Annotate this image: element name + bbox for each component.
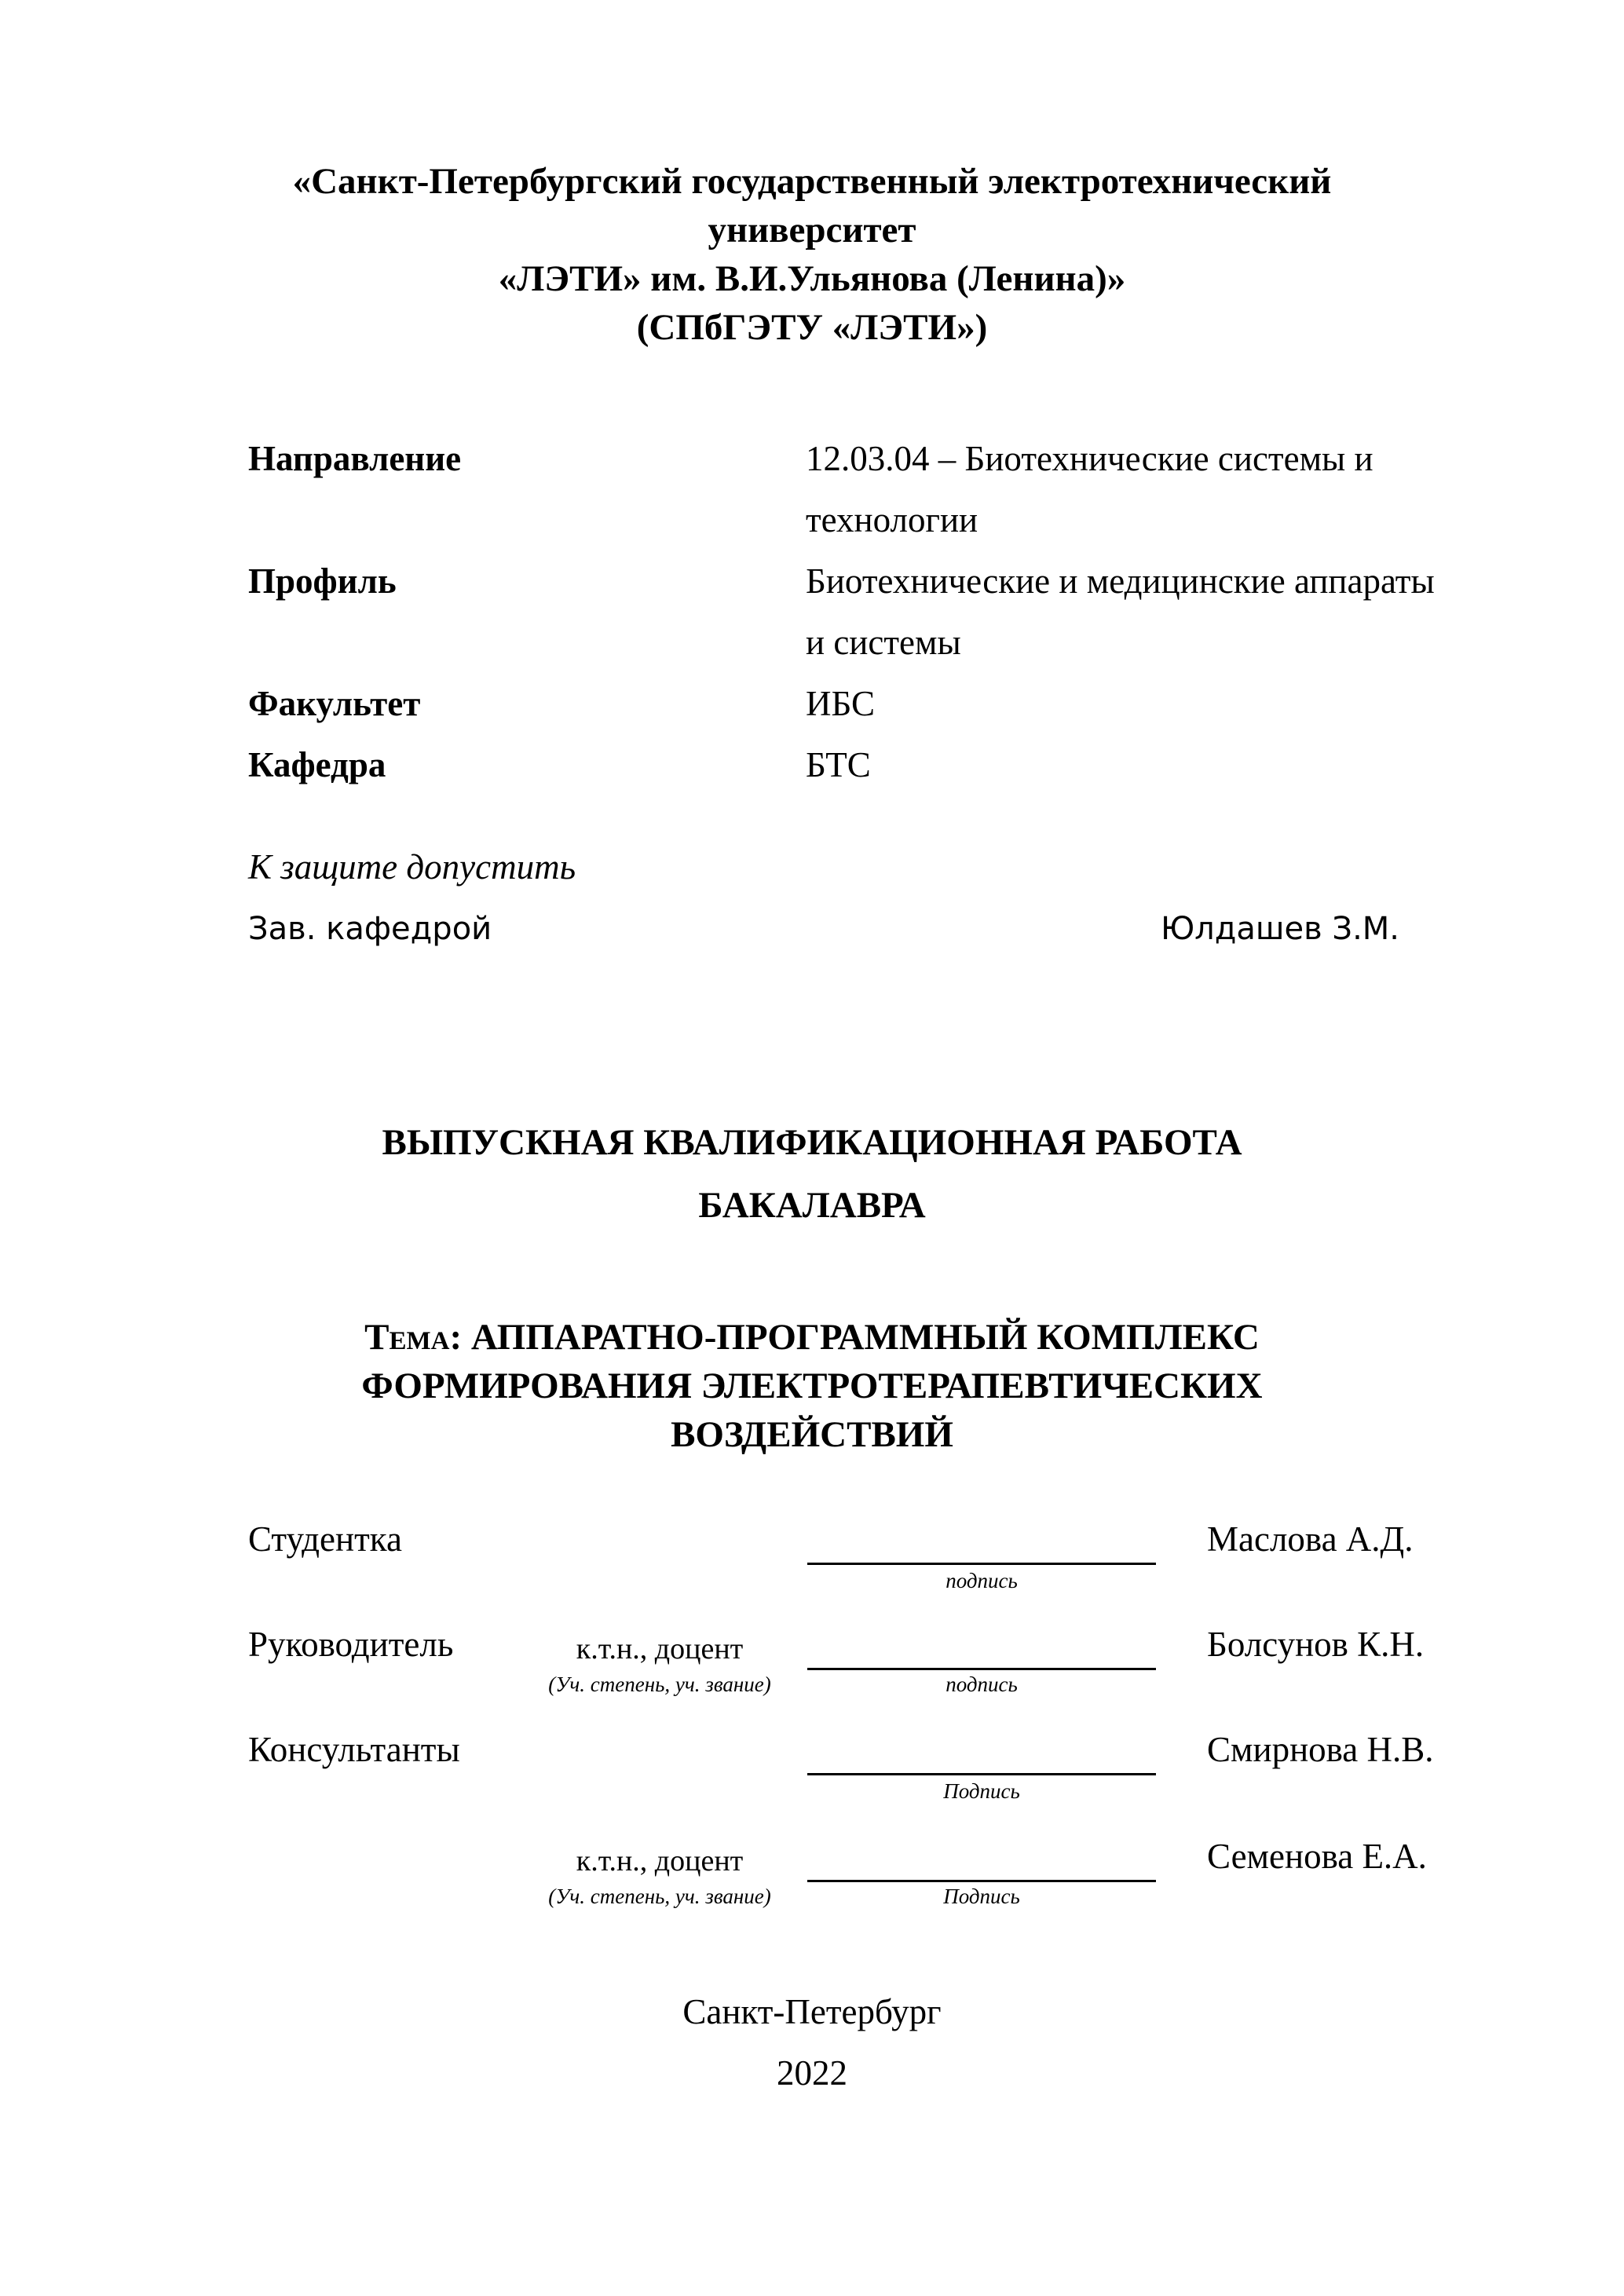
signature-role-student: Студентка <box>248 1519 402 1559</box>
profile-value-line-1: Биотехнические и медицинские аппараты <box>806 561 1435 601</box>
direction-value-line-2: технологии <box>806 500 978 539</box>
signature-line-student <box>807 1563 1156 1565</box>
signature-caption-consultant-1: Подпись <box>943 1779 1020 1803</box>
faculty-label: Факультет <box>248 684 421 723</box>
signature-degree-supervisor: к.т.н., доцент <box>576 1632 744 1665</box>
signature-role-consultants: Консультанты <box>248 1730 460 1769</box>
signature-role-supervisor: Руководитель <box>248 1625 454 1664</box>
approval-heading: К защите допустить <box>248 847 576 887</box>
theme-prefix: Тема <box>364 1317 450 1358</box>
signature-degree-consultant-2: к.т.н., доцент <box>576 1844 744 1877</box>
signature-caption-consultant-2: Подпись <box>943 1885 1020 1908</box>
theme-title-part-1: АППАРАТНО-ПРОГРАММНЫЙ КОМПЛЕКС <box>470 1317 1260 1358</box>
profile-label: Профиль <box>248 561 397 601</box>
signature-name-consultant-2: Семенова Е.А. <box>1207 1837 1427 1876</box>
theme-line-1 <box>0 1316 1624 1358</box>
signature-line-consultant-1 <box>807 1773 1156 1775</box>
theme-line-2: ФОРМИРОВАНИЯ ЭЛЕКТРОТЕРАПЕВТИЧЕСКИХ <box>361 1366 1263 1406</box>
signature-line-supervisor <box>807 1668 1156 1670</box>
approval-name: Юлдашев З.М. <box>1161 911 1400 947</box>
theme-separator: : <box>449 1317 463 1358</box>
signature-caption-student: подпись <box>946 1569 1018 1592</box>
theme-line-3: ВОЗДЕЙСТВИЙ <box>671 1414 953 1455</box>
profile-value-line-2: и системы <box>806 623 961 662</box>
direction-value-line-1: 12.03.04 – Биотехнические системы и <box>806 439 1373 478</box>
work-type-line-2: БАКАЛАВРА <box>698 1185 926 1226</box>
signature-degree-caption-consultant-2: (Уч. степень, уч. звание) <box>548 1885 771 1908</box>
signature-name-supervisor: Болсунов К.Н. <box>1207 1625 1425 1664</box>
signature-name-consultant-1: Смирнова Н.В. <box>1207 1730 1434 1769</box>
footer-year: 2022 <box>777 2053 847 2093</box>
university-abbreviation: (СПбГЭТУ «ЛЭТИ») <box>636 307 988 348</box>
university-name-line-3: «ЛЭТИ» им. В.И.Ульянова (Ленина)» <box>498 258 1126 299</box>
university-name-line-2: университет <box>708 210 916 250</box>
signature-caption-supervisor: подпись <box>946 1673 1018 1696</box>
signature-line-consultant-2 <box>807 1880 1156 1882</box>
faculty-value: ИБС <box>806 684 876 723</box>
signature-degree-caption-supervisor: (Уч. степень, уч. звание) <box>548 1673 771 1696</box>
department-label: Кафедра <box>248 745 386 784</box>
department-value: БТС <box>806 745 871 784</box>
university-name-line-1: «Санкт-Петербургский государственный электротехнический <box>292 161 1332 202</box>
signature-name-student: Маслова А.Д. <box>1207 1519 1414 1559</box>
footer-city: Санкт-Петербург <box>682 1992 942 2031</box>
work-type-line-1: ВЫПУСКНАЯ КВАЛИФИКАЦИОННАЯ РАБОТА <box>382 1122 1242 1163</box>
direction-label: Направление <box>248 439 462 478</box>
approval-role: Зав. кафедрой <box>248 911 492 947</box>
